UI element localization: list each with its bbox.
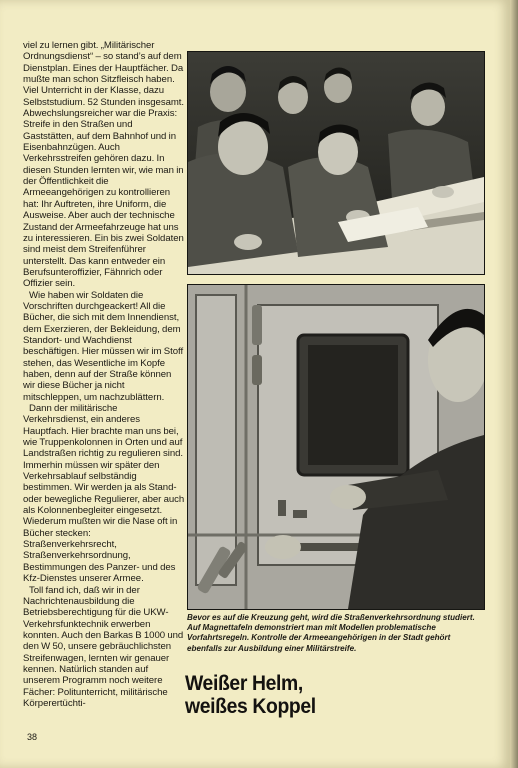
photo-caption: Bevor es auf die Kreuzung geht, wird die Straßenverkehrsordnung studiert. Auf Magnettafeln demonstriert man mit Modellen problematische Vorfahrtsregeln. Kontrolle der Armeeangehörigen in der Stadt gehört ebenfalls zur Ausbildung einer Militärstreife. <box>187 613 475 653</box>
article-body <box>23 40 185 709</box>
page-number: 38 <box>27 732 38 742</box>
book-spine <box>510 0 518 768</box>
article-paragraph: Wie haben wir Soldaten die Vorschriften durchgeackert! All die Bücher, die sich mit dem Innendienst, dem Exerzieren, der Bekleidung, dem Standort- und Wachdienst beschäftigen. Hier müssen wir im Stoff stehen, das Wesentliche im Kopfe haben, denn auf der Straße können wir diese Bücher ja nicht mitschleppen, um nachzublättern. <box>23 289 184 403</box>
headline-line-2: weißes Koppel <box>185 694 316 718</box>
magnet-board-photo <box>187 284 485 610</box>
article-paragraph: viel zu lernen gibt. „Militärischer Ordnungsdienst“ – so stand’s auf dem Dienstplan. Eines der Hauptfächer. Da mußte man schon Sitzfleisch haben. Viel Unterricht in der Klasse, dazu Selbststudium. 52 Stunden insgesamt. Abwechslungsreicher war die Praxis: Streife in den Straßen und Gaststätten, auf dem Bahnhof und in Eisenbahnzügen. Auch Verkehrsstreifen gehören dazu. In diesen Stunden lernten wir, wie man in der Öffentlichkeit die Armeeangehörigen zu kontrollieren hat: Ihr Auftreten, ihre Uniform, die Ausweise. Aber auch der technische Zustand der Armeefahrzeuge hat uns zu interessieren. Ein bis zwei Soldaten sind meist dem Streifenführer unterstellt. Das kann entweder ein Berufsunteroffizier, Fähnrich oder Offizier sein. <box>23 40 185 290</box>
article-headline <box>185 672 455 718</box>
article-paragraph: Dann der militärische Verkehrsdienst, ein anderes Hauptfach. Hier brachte man uns bei, wie Truppenkolonnen in Orten und auf Landstraßen richtig zu regulieren sind. Immerhin müssen wir später den Verkehrsablauf selbständig bestimmen. Wir werden ja als Stand- oder bewegliche Regulierer, aber auch als Kolonnenbegleiter eingesetzt. Wiederum mußten wir die Nase oft in Bücher stecken: Straßenverkehrsrecht, Straßenverkehrsordnung, Bestimmungen des Panzer- und des Kfz-Dienstes unserer Armee. <box>23 403 185 585</box>
article-paragraph: Toll fand ich, daß wir in der Nachrichtenausbildung die Betriebsberechtigung für die UKW-Verkehrsfunktechnik erwerben konnten. Auch den Barkas B 1000 und den W 50, unsere gebräuchlichsten Streifenwagen, lernten wir genauer kennen. Natürlich standen auf unserem Programm noch weitere Fächer: Politunterricht, militärische Körperertüchti- <box>23 584 184 709</box>
headline-line-1: Weißer Helm, <box>185 671 303 695</box>
classroom-photo <box>187 51 485 275</box>
